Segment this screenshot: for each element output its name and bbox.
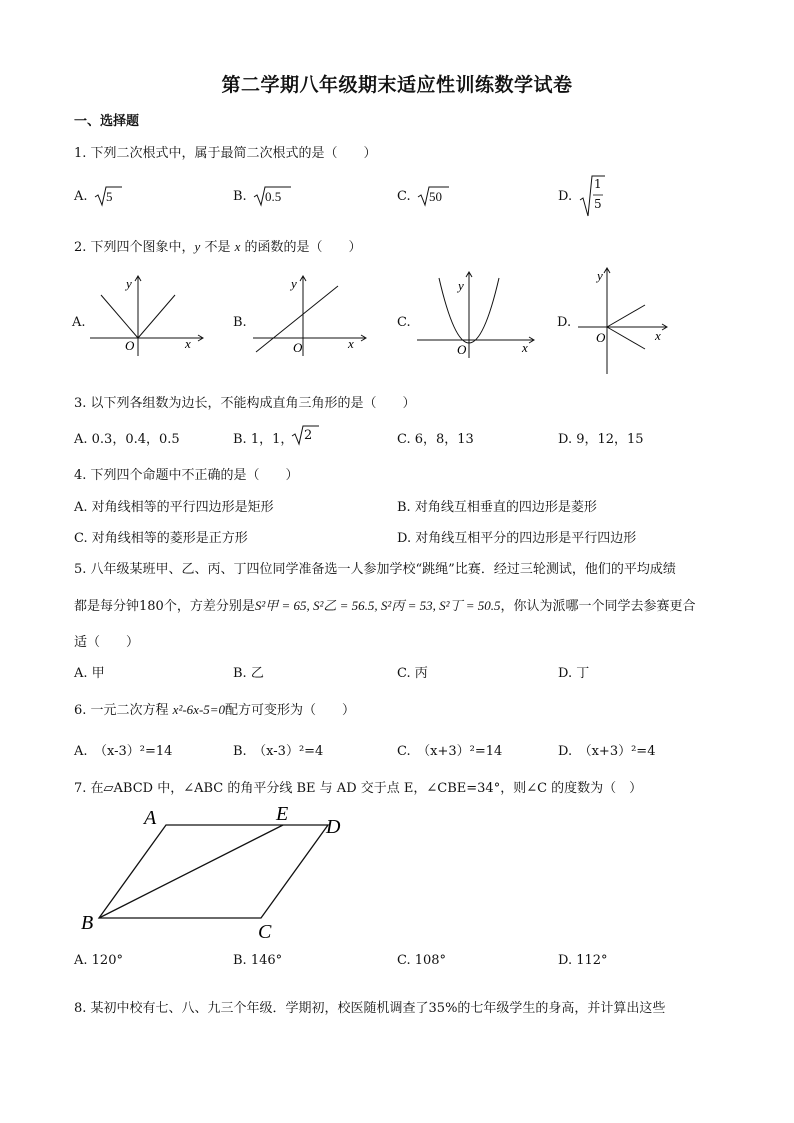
question-8-stem: 8. 某初中校有七、八、九三个年级．学期初，校医随机调查了35%的七年级学生的身高，并计算出这些: [74, 1001, 666, 1016]
q7-vertex-c: C: [258, 921, 272, 943]
q6-option-c: C. （x+3）²=14: [397, 744, 503, 759]
q2-stem-end: 的函数的是（ ）: [240, 240, 362, 255]
q1-b-radicand: 0.5: [265, 189, 282, 204]
q7-vertex-a: A: [144, 807, 157, 829]
q7-option-b: B. 146°: [233, 953, 283, 968]
q1-d-denominator: 5: [594, 197, 602, 211]
question-5-line1: 5. 八年级某班甲、乙、丙、丁四位同学准备选一人参加学校“跳绳”比赛．经过三轮测试，他们的平均成绩: [74, 562, 676, 577]
q1-option-d-label: D.: [558, 189, 573, 204]
q2b-origin-label: O: [293, 340, 303, 355]
q1-option-a-label: A.: [74, 189, 88, 204]
q2c-y-label: y: [458, 278, 464, 293]
q1-d-numerator: 1: [594, 177, 602, 191]
q2-option-b-label: B.: [233, 315, 247, 330]
q7-parallelogram-figure: [78, 798, 358, 948]
question-5-line3: 适（ ）: [74, 635, 140, 650]
q2a-origin-label: O: [125, 338, 135, 353]
section-heading: 一、选择题: [74, 114, 140, 129]
q2-option-c-label: C.: [397, 315, 411, 330]
q3-option-c: C. 6，8，13: [397, 432, 474, 447]
q2-stem-mid: 不是: [200, 240, 235, 255]
q2c-x-label: x: [522, 340, 528, 355]
q7-option-d: D. 112°: [558, 953, 608, 968]
q6-equation: x²-6x-5=0: [172, 702, 226, 717]
q2a-y-label: y: [126, 276, 132, 291]
q2-graph-d: [575, 264, 675, 376]
q2-stem-y: y: [194, 239, 201, 254]
question-1-stem: 1. 下列二次根式中，属于最简二次根式的是（ ）: [74, 146, 377, 161]
q7-vertex-b: B: [81, 912, 94, 934]
q1-option-d-radical: [578, 174, 606, 218]
q7-option-a: A. 120°: [74, 953, 123, 968]
question-2-stem: [74, 236, 362, 255]
q4-option-a: A. 对角线相等的平行四边形是矩形: [74, 500, 274, 515]
q6-option-d: D. （x+3）²=4: [558, 744, 656, 759]
q6-stem-start: 6. 一元二次方程: [74, 703, 173, 718]
q6-option-b: B. （x-3）²=4: [233, 744, 324, 759]
q2-stem-start: 2. 下列四个图象中，: [74, 240, 195, 255]
q2d-y-label: y: [597, 268, 603, 283]
page-title: 第二学期八年级期末适应性训练数学试卷: [221, 74, 573, 96]
q2-graph-a: [85, 270, 210, 360]
q6-option-a: A. （x-3）²=14: [74, 744, 173, 759]
q5-option-a: A. 甲: [74, 666, 105, 681]
q2b-y-label: y: [291, 276, 297, 291]
q5-line2-start: 都是每分钟180个，方差分别是: [74, 599, 255, 614]
q5-option-b: B. 乙: [233, 666, 264, 681]
q2-option-a-label: A.: [72, 315, 86, 330]
q2a-x-label: x: [185, 336, 191, 351]
q2b-x-label: x: [348, 336, 354, 351]
q2-option-d-label: D.: [557, 315, 572, 330]
q2c-origin-label: O: [457, 342, 467, 357]
q2-graph-c: [412, 268, 542, 360]
q2-stem-x: x: [234, 239, 241, 254]
q1-c-radicand: 50: [429, 189, 442, 204]
question-7-stem: 7. 在▱ABCD 中，∠ABC 的角平分线 BE 与 AD 交于点 E，∠CBE=34°，则∠C 的度数为（ ）: [74, 781, 643, 796]
q5-line2-end: ，你认为派哪一个同学去参赛更合: [500, 599, 696, 614]
q3-option-b: B. 1，1，: [233, 432, 294, 447]
q3-b-radicand: 2: [304, 428, 313, 443]
question-6-stem: [74, 699, 355, 718]
q5-option-c: C. 丙: [397, 666, 428, 681]
q7-vertex-d: D: [326, 816, 341, 838]
q1-option-b-label: B.: [233, 189, 247, 204]
q3-option-d: D. 9，12，15: [558, 432, 644, 447]
question-5-line2: [74, 595, 696, 614]
question-3-stem: 3. 以下列各组数为边长，不能构成直角三角形的是（ ）: [74, 396, 416, 411]
q5-option-d: D. 丁: [558, 666, 590, 681]
question-4-stem: 4. 下列四个命题中不正确的是（ ）: [74, 468, 299, 483]
q6-stem-end: 配方可变形为（ ）: [225, 703, 356, 718]
q1-option-c-label: C.: [397, 189, 411, 204]
q2d-origin-label: O: [596, 330, 606, 345]
q5-variances: S²甲 = 65, S²乙 = 56.5, S²丙 = 53, S²丁 = 50.5: [254, 598, 501, 613]
q2d-x-label: x: [655, 328, 661, 343]
q4-option-d: D. 对角线互相平分的四边形是平行四边形: [397, 531, 637, 546]
q7-vertex-e: E: [276, 803, 289, 825]
q2-graph-b: [248, 270, 373, 360]
q1-a-radicand: 5: [106, 189, 113, 204]
q4-option-b: B. 对角线互相垂直的四边形是菱形: [397, 500, 597, 515]
q3-option-a: A. 0.3，0.4，0.5: [74, 432, 180, 447]
q7-option-c: C. 108°: [397, 953, 447, 968]
q4-option-c: C. 对角线相等的菱形是正方形: [74, 531, 248, 546]
